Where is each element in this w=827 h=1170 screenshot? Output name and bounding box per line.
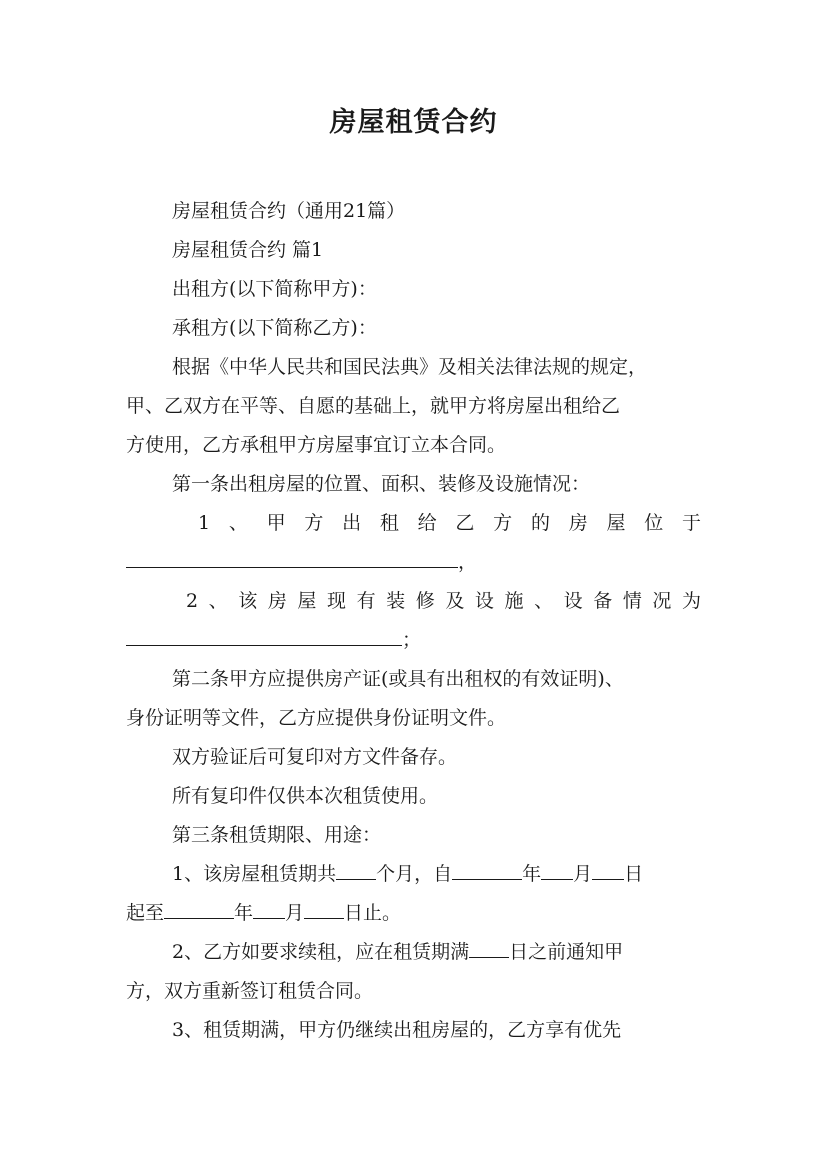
fill-blank bbox=[336, 861, 376, 880]
article-heading: 第三条租赁期限、用途： bbox=[172, 824, 382, 846]
text-segment: 月 bbox=[573, 863, 593, 885]
lessee-line: 承租方(以下简称乙方)： bbox=[172, 317, 377, 339]
text-segment: 2、乙方如要求续租，应在租赁期满 bbox=[172, 941, 470, 963]
paragraph-line: 双方验证后可复印对方文件备存。 bbox=[172, 746, 458, 768]
paragraph-line: 根据《中华人民共和国民法典》及相关法律法规的规定， bbox=[172, 356, 648, 378]
paragraph-line bbox=[126, 543, 701, 582]
paragraph-line: 2、该房屋现有装修及设施、设备情况为 bbox=[186, 590, 701, 612]
fill-blank bbox=[164, 900, 234, 919]
paragraph-line: 方，双方重新签订租赁合同。 bbox=[126, 980, 374, 1002]
fill-blank bbox=[253, 900, 285, 919]
subtitle-line: 房屋租赁合约（通用21篇） bbox=[172, 200, 406, 222]
paragraph-line: 甲、乙双方在平等、自愿的基础上，就甲方将房屋出租给乙 bbox=[126, 395, 621, 417]
text-segment: 年 bbox=[234, 902, 254, 924]
text-segment: 1、该房屋租赁期共 bbox=[172, 863, 337, 885]
fill-blank bbox=[541, 861, 573, 880]
paragraph-line bbox=[126, 621, 701, 660]
fill-blank bbox=[592, 861, 624, 880]
text-segment: 个月，自 bbox=[376, 863, 453, 885]
document-title: 房屋租赁合约 bbox=[329, 107, 498, 138]
article-heading: 第一条出租房屋的位置、面积、装修及设施情况： bbox=[172, 473, 591, 495]
paragraph-line bbox=[126, 933, 701, 972]
text-segment: 起至 bbox=[126, 902, 165, 924]
paragraph-line bbox=[126, 855, 701, 894]
article-heading: 第二条甲方应提供房产证(或具有出租权的有效证明)、 bbox=[172, 668, 624, 690]
paragraph-line: 身份证明等文件，乙方应提供身份证明文件。 bbox=[126, 707, 507, 729]
fill-blank bbox=[469, 939, 509, 958]
text-segment: 日之前通知甲 bbox=[509, 941, 624, 963]
lessor-line: 出租方(以下简称甲方)： bbox=[172, 278, 377, 300]
text-segment: 日止。 bbox=[344, 902, 402, 924]
paragraph-line: 3、租赁期满，甲方仍继续出租房屋的，乙方享有优先 bbox=[172, 1019, 622, 1041]
punctuation: ； bbox=[402, 629, 422, 651]
paragraph-line: 方使用，乙方承租甲方房屋事宜订立本合同。 bbox=[126, 434, 507, 456]
fill-blank bbox=[126, 549, 458, 568]
text-segment: 月 bbox=[285, 902, 305, 924]
text-segment: 年 bbox=[522, 863, 542, 885]
paragraph-line: 所有复印件仅供本次租赁使用。 bbox=[172, 785, 439, 807]
fill-blank bbox=[126, 627, 402, 646]
text-segment: 日 bbox=[624, 863, 644, 885]
paragraph-line: 1、甲方出租给乙方的房屋位于 bbox=[198, 512, 701, 534]
section-heading: 房屋租赁合约 篇1 bbox=[172, 239, 324, 261]
fill-blank bbox=[304, 900, 344, 919]
paragraph-line bbox=[126, 894, 701, 933]
fill-blank bbox=[452, 861, 522, 880]
punctuation: ， bbox=[458, 551, 478, 573]
